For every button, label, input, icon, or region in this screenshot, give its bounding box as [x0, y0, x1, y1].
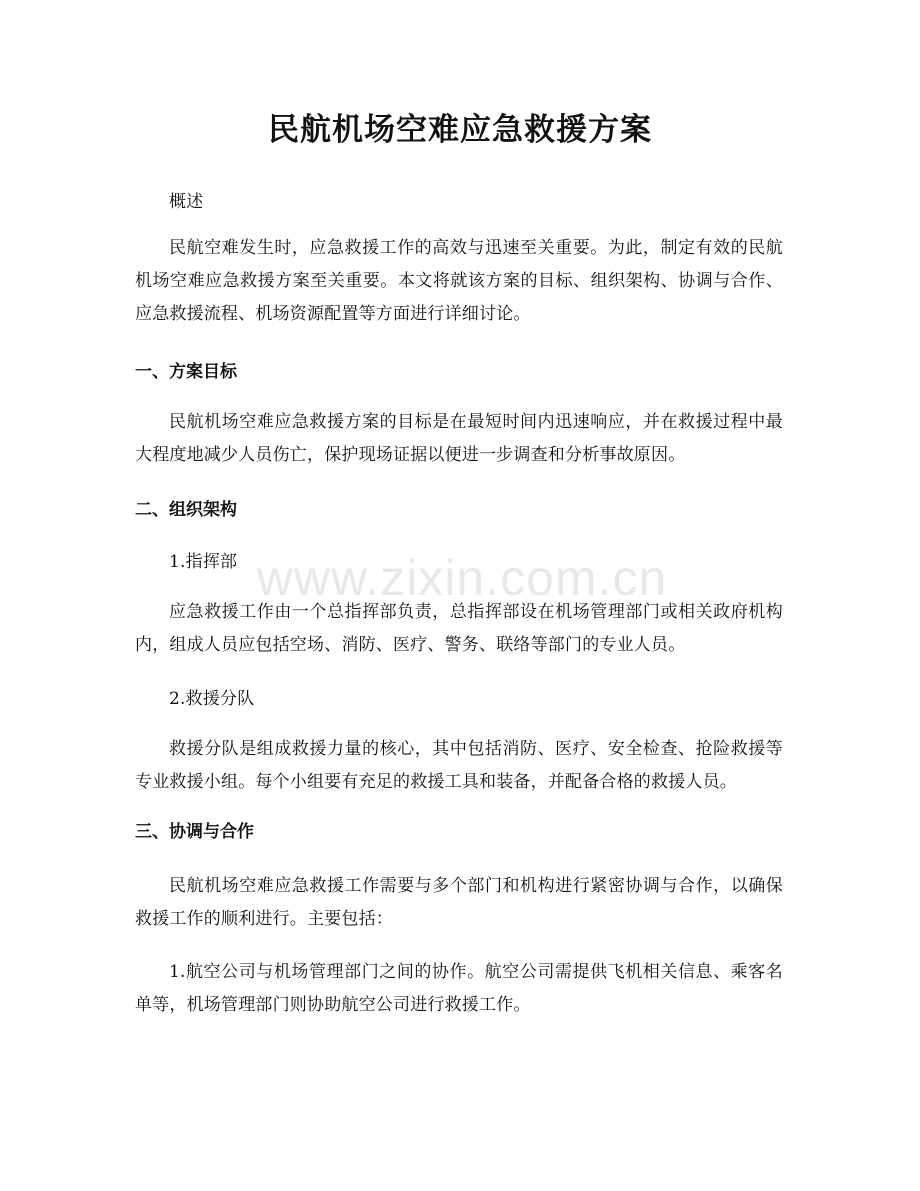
- section-heading-coordination: 三、协调与合作: [135, 822, 254, 842]
- section-heading-goals: 一、方案目标: [135, 362, 237, 382]
- subsection-label-rescue-team: 2.救援分队: [169, 689, 255, 709]
- subsection-rescue-team-paragraph: 救援分队是组成救援力量的核心，其中包括消防、医疗、安全检查、抢险救援等专业救援小组。每个小组要有充足的救援工具和装备，并配备合格的救援人员。: [135, 739, 783, 792]
- watermark: www.zixin.com.cn: [256, 550, 668, 606]
- intro-label: 概述: [169, 192, 204, 212]
- intro-paragraph: 民航空难发生时，应急救援工作的高效与迅速至关重要。为此，制定有效的民航机场空难应急救援方案至关重要。本文将就该方案的目标、组织架构、协调与合作、应急救援流程、机场资源配置等方面进行详细讨论。: [135, 238, 783, 324]
- section-coordination-paragraph: 民航机场空难应急救援工作需要与多个部门和机构进行紧密协调与合作，以确保救援工作的顺利进行。主要包括：: [135, 876, 783, 929]
- section-goals-paragraph: 民航机场空难应急救援方案的目标是在最短时间内迅速响应，并在救援过程中最大程度地减少人员伤亡，保护现场证据以便进一步调查和分析事故原因。: [135, 412, 783, 465]
- section-heading-organization: 二、组织架构: [135, 500, 237, 520]
- subsection-label-command: 1.指挥部: [169, 552, 238, 572]
- document-title: 民航机场空难应急救援方案: [268, 112, 652, 148]
- subsection-command-paragraph: 应急救援工作由一个总指挥部负责，总指挥部设在机场管理部门或相关政府机构内，组成人员应包括空场、消防、医疗、警务、联络等部门的专业人员。: [135, 602, 783, 655]
- coordination-item-1: 1.航空公司与机场管理部门之间的协作。航空公司需提供飞机相关信息、乘客名单等，机场管理部门则协助航空公司进行救援工作。: [135, 962, 783, 1015]
